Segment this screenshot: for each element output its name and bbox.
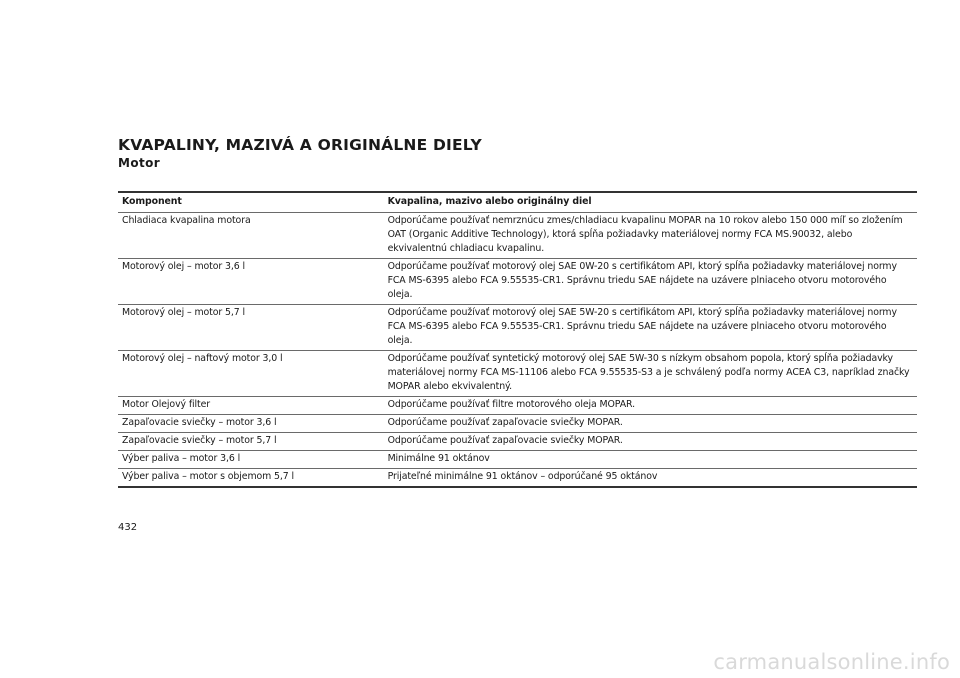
- row-component: Výber paliva – motor 3,6 l: [122, 453, 241, 464]
- row-spec: Odporúčame používať nemrznúcu zmes/chladiacu kvapalinu MOPAR na 10 rokov alebo 150 000 míľ so zložením OAT (Organic Additive Technology), ktorá spĺňa požiadavky materiálovej normy FCA MS.90032, alebo ekvivalentnú chladiacu kvapalinu.: [387, 215, 903, 254]
- fluids-table: [118, 191, 917, 488]
- row-spec: Minimálne 91 oktánov: [387, 453, 490, 464]
- watermark-text: carmanualsonline.info: [713, 650, 950, 674]
- row-spec: Odporúčame používať syntetický motorový olej SAE 5W-30 s nízkym obsahom popola, ktorý spĺňa požiadavky materiálovej normy FCA MS-11106 alebo FCA 9.55535-S3 a je schválený podľa normy ACEA C3, napríklad značky MOPAR alebo ekvivalentný.: [387, 353, 910, 392]
- table-row: [118, 397, 917, 415]
- table-row: [118, 415, 917, 433]
- row-component: Motorový olej – motor 5,7 l: [122, 307, 245, 318]
- table-row: [118, 433, 917, 451]
- section-subtitle: Motor: [118, 156, 161, 170]
- page-number: 432: [118, 522, 138, 533]
- row-component: Motor Olejový filter: [122, 399, 211, 410]
- table-row: [118, 451, 917, 469]
- row-spec: Odporúčame používať zapaľovacie sviečky MOPAR.: [387, 435, 623, 446]
- section-title: KVAPALINY, MAZIVÁ A ORIGINÁLNE DIELY: [118, 136, 482, 154]
- row-spec: Odporúčame používať filtre motorového oleja MOPAR.: [387, 399, 636, 410]
- table-row: [118, 305, 917, 351]
- row-component: Zapaľovacie sviečky – motor 5,7 l: [122, 435, 277, 446]
- row-component: Chladiaca kvapalina motora: [122, 215, 251, 226]
- table-header-row: [118, 192, 917, 213]
- table-row: [118, 469, 917, 488]
- table-row: [118, 259, 917, 305]
- row-spec: Odporúčame používať zapaľovacie sviečky MOPAR.: [387, 417, 623, 428]
- row-component: Motorový olej – motor 3,6 l: [122, 261, 245, 272]
- row-component: Motorový olej – naftový motor 3,0 l: [122, 353, 283, 364]
- header-component: Komponent: [122, 196, 182, 207]
- header-spec: Kvapalina, mazivo alebo originálny diel: [387, 196, 592, 207]
- row-component: Výber paliva – motor s objemom 5,7 l: [122, 471, 295, 482]
- row-spec: Prijateľné minimálne 91 oktánov – odporúčané 95 oktánov: [387, 471, 658, 482]
- row-spec: Odporúčame používať motorový olej SAE 0W-20 s certifikátom API, ktorý spĺňa požiadavky materiálovej normy FCA MS-6395 alebo FCA 9.55535-CR1. Správnu triedu SAE nájdete na uzávere plniaceho otvoru motorového oleja.: [387, 261, 897, 300]
- row-spec: Odporúčame používať motorový olej SAE 5W-20 s certifikátom API, ktorý spĺňa požiadavky materiálovej normy FCA MS-6395 alebo FCA 9.55535-CR1. Správnu triedu SAE nájdete na uzávere plniaceho otvoru motorového oleja.: [387, 307, 897, 346]
- table-row: [118, 213, 917, 259]
- row-component: Zapaľovacie sviečky – motor 3,6 l: [122, 417, 277, 428]
- table-row: [118, 351, 917, 397]
